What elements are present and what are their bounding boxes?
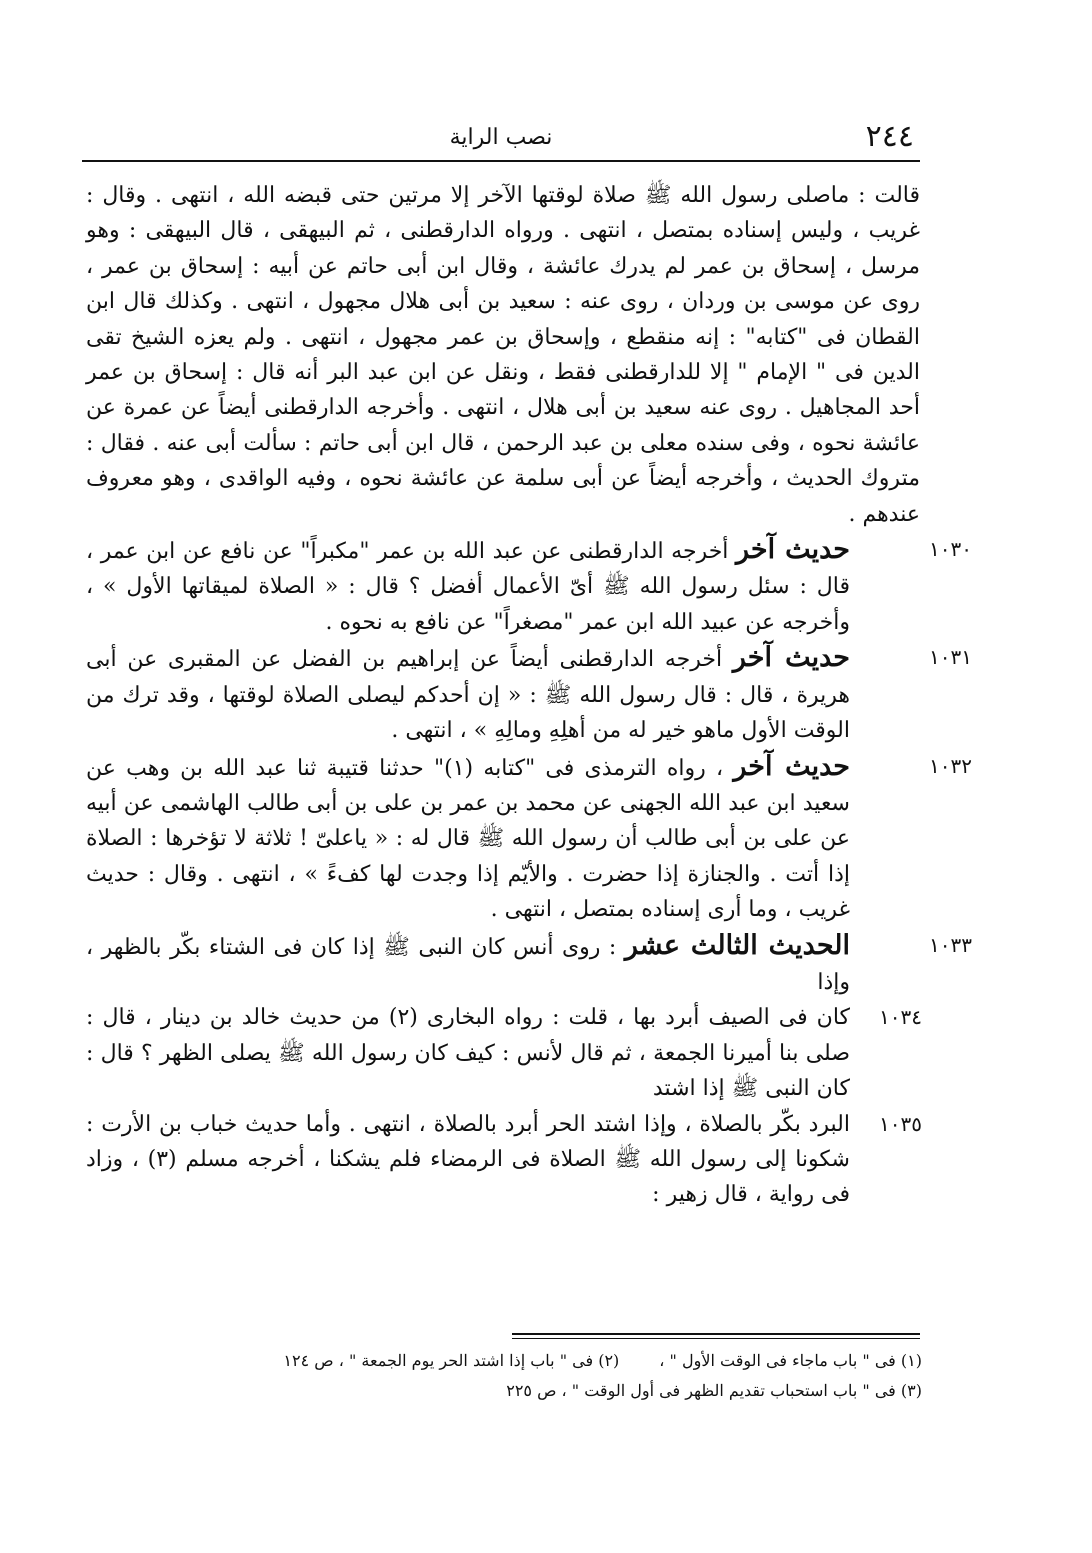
page-number: ٢٤٤	[865, 119, 914, 154]
entry-text: أخرجه الدارقطنى عن عبد الله بن عمر "مكبراً" عن نافع عن ابن عمر ، قال : سئل رسول الله ﷺ أىّ الأعمال أفضل ؟ قال : « الصلاة لميقاتها الأول » ، وأخرجه عن عبيد الله ابن عمر "مصغراً" عن نافع به نحوه .	[86, 539, 850, 635]
footnote-1: (١) فى " باب ماجاء فى الوقت الأول " ،	[659, 1351, 922, 1370]
entry-lead: حديث آخر	[736, 534, 850, 566]
entry-lead: حديث آخر	[732, 642, 850, 674]
entry-text: : روى أنس كان النبى ﷺ إذا كان فى الشتاء بكّر بالظهر ، وإذا	[86, 934, 850, 995]
header-rule	[82, 160, 920, 162]
entry-1035	[86, 1107, 920, 1213]
entry-number: ١٠٣٠	[929, 537, 972, 562]
entry-text: ، رواه الترمذى فى "كتابه (١)" حدثنا قتيبة ثنا عبد الله بن وهب عن سعيد ابن عبد الله الجهنى عن محمد بن عمر بن على بن أبى طالب الهاشمى عن أبيه عن على بن أبى طالب أن رسول الله ﷺ قال له : « ياعلىّ ! ثلاثة لا تؤخرها : الصلاة إذا أتت . والجنازة إذا حضرت . والأيّم إذا وجدت لها كفءً » ، انتهى . وقال : حديث غريب ، وما أرى إسناده بمتصل ، انتهى .	[86, 755, 850, 923]
entry-1034	[86, 1000, 920, 1106]
footnote-rule	[512, 1333, 920, 1339]
entry-1033	[86, 928, 972, 1001]
entry-1030	[86, 532, 972, 640]
entry-number: ١٠٣١	[929, 645, 972, 670]
entry-text: أخرجه الدارقطنى أيضاً عن إبراهيم بن الفضل عن المقبرى عن أبى هريرة ، قال : قال رسول الله ﷺ : « إن أحدكم ليصلى الصلاة لوقتها ، وقد ترك من الوقت الأول ماهو خير له من أهلِهِ ومالِهِ » ، انتهى .	[86, 647, 850, 744]
entry-lead: الحديث الثالث عشر	[624, 929, 851, 961]
entry-lead: حديث آخر	[733, 750, 850, 782]
entry-text: البرد بكّر بالصلاة ، وإذا اشتد الحر أبرد بالصلاة ، انتهى . وأما حديث خباب بن الأرت : شكونا إلى رسول الله ﷺ الصلاة فى الرمضاء فلم يشكنا ، أخرجه مسلم (٣) ، وزاد فى رواية ، قال زهير :	[86, 1111, 850, 1208]
footnote-2: (٢) فى " باب إذا اشتد الحر يوم الجمعة " ، ص ١٢٤	[283, 1351, 620, 1370]
entry-number: ١٠٣٢	[929, 753, 972, 778]
entry-number: ١٠٣٥	[879, 1111, 922, 1136]
page-header	[82, 108, 920, 154]
entry-1031	[86, 640, 972, 748]
entry-1032	[86, 749, 972, 928]
footnote-line	[100, 1346, 922, 1376]
entry-number: ١٠٣٤	[879, 1005, 922, 1030]
entry-text: كان فى الصيف أبرد بها ، قلت : رواه البخارى (٢) من حديث خالد بن دينار ، قال : صلى بنا أميرنا الجمعة ، ثم قال لأنس : كيف كان رسول الله ﷺ يصلى الظهر ؟ قال : كان النبى ﷺ إذا اشتد	[86, 1005, 850, 1102]
footnotes	[100, 1346, 922, 1406]
footnote-3: (٣) فى " باب استحباب تقديم الظهر فى أول الوقت " ، ص ٢٢٥	[506, 1381, 922, 1400]
body-text	[86, 178, 972, 1213]
footnote-line	[100, 1376, 922, 1406]
intro-paragraph: قالت : ماصلى رسول الله ﷺ صلاة لوقتها الآخر إلا مرتين حتى قبضه الله ، انتهى . وقال : غريب ، وليس إسناده بمتصل ، انتهى . ورواه الدارقطنى ، ثم البيهقى ، قال البيهقى : وهو مرسل ، إسحاق بن عمر لم يدرك عائشة ، وقال ابن أبى حاتم عن أبيه : إسحاق بن عمر ، روى عن موسى بن وردان ، روى عنه : سعيد بن أبى هلال مجهول ، انتهى . وكذلك قال ابن القطان فى "كتابه" : إنه منقطع ، وإسحاق بن عمر مجهول ، انتهى . ولم يعزه الشيخ تقى الدين فى " الإمام " إلا للدارقطنى فقط ، ونقل عن ابن عبد البر أنه قال : إسحاق بن عمر أحد المجاهيل . روى عنه سعيد بن أبى هلال ، انتهى . وأخرجه الدارقطنى أيضاً عن عمرة عن عائشة نحوه ، وفى سنده معلى بن عبد الرحمن ، قال ابن أبى حاتم : سألت أبى عنه . فقال : متروك الحديث ، وأخرجه أيضاً عن أبى سلمة عن عائشة نحوه ، وفيه الواقدى ، وهو معروف عندهم .	[86, 183, 920, 527]
entry-number: ١٠٣٣	[929, 932, 972, 957]
running-title: نصب الراية	[449, 125, 553, 150]
